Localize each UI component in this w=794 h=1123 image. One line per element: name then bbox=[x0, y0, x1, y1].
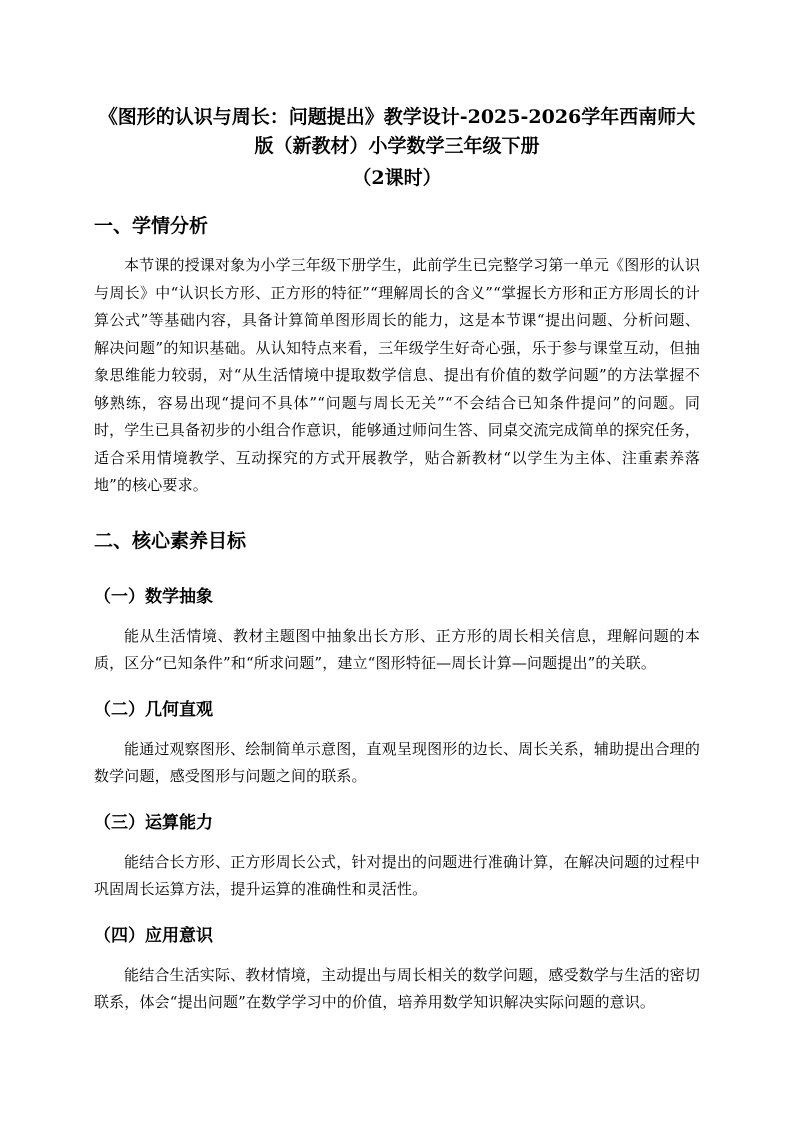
document-title-line-2: 版（新教材）小学数学三年级下册 bbox=[254, 135, 540, 157]
section-paragraph-learning-analysis: 本节课的授课对象为小学三年级下册学生，此前学生已完整学习第一单元《图形的认识与周长》中“认识长方形、正方形的特征”“理解周长的含义”“掌握长方形和正方形周长的计算公式”等基础内容，具备计算简单图形周长的能力，这是本节课“提出问题、分析问题、解决问题”的知识基础。从认知特点来看，三年级学生好奇心强，乐于参与课堂互动，但抽象思维能力较弱，对“从生活情境中提取数学信息、提出有价值的数学问题”的方法掌握不够熟练，容易出现“提问不具体”“问题与周长无关”“不会结合已知条件提问”的问题。同时，学生已具备初步的小组合作意识，能够通过师问生答、同桌交流完成简单的探究任务，适合采用情境教学、互动探究的方式开展教学，贴合新教材“以学生为主体、注重素养落地”的核心要求。 bbox=[94, 256, 701, 494]
subsection-paragraph-application-awareness: 能结合生活实际、教材情境，主动提出与周长相关的数学问题，感受数学与生活的密切联系，体会“提出问题”在数学学习中的价值，培养用数学知识解决实际问题的意识。 bbox=[94, 965, 700, 1011]
document-title-line-1: 《图形的认识与周长：问题提出》教学设计-2025-2026学年西南师大 bbox=[98, 106, 696, 128]
subsection-paragraph-computation-ability: 能结合长方形、正方形周长公式，针对提出的问题进行准确计算，在解决问题的过程中巩固周长运算方法，提升运算的准确性和灵活性。 bbox=[94, 852, 700, 898]
subsection-heading-computation-ability: （三）运算能力 bbox=[94, 812, 213, 833]
subsection-heading-math-abstraction: （一）数学抽象 bbox=[94, 586, 213, 607]
document-title-lesson-count: （2课时） bbox=[352, 167, 442, 189]
subsection-heading-geometric-intuition: （二）几何直观 bbox=[94, 699, 213, 720]
section-heading-learning-analysis: 一、学情分析 bbox=[94, 215, 209, 237]
subsection-paragraph-math-abstraction: 能从生活情境、教材主题图中抽象出长方形、正方形的周长相关信息，理解问题的本质，区分“已知条件”和“所求问题”，建立“图形特征—周长计算—问题提出”的关联。 bbox=[94, 626, 700, 672]
section-heading-core-goals: 二、核心素养目标 bbox=[94, 529, 247, 552]
subsection-paragraph-geometric-intuition: 能通过观察图形、绘制简单示意图，直观呈现图形的边长、周长关系，辅助提出合理的数学问题，感受图形与问题之间的联系。 bbox=[94, 739, 700, 785]
subsection-heading-application-awareness: （四）应用意识 bbox=[94, 925, 213, 946]
